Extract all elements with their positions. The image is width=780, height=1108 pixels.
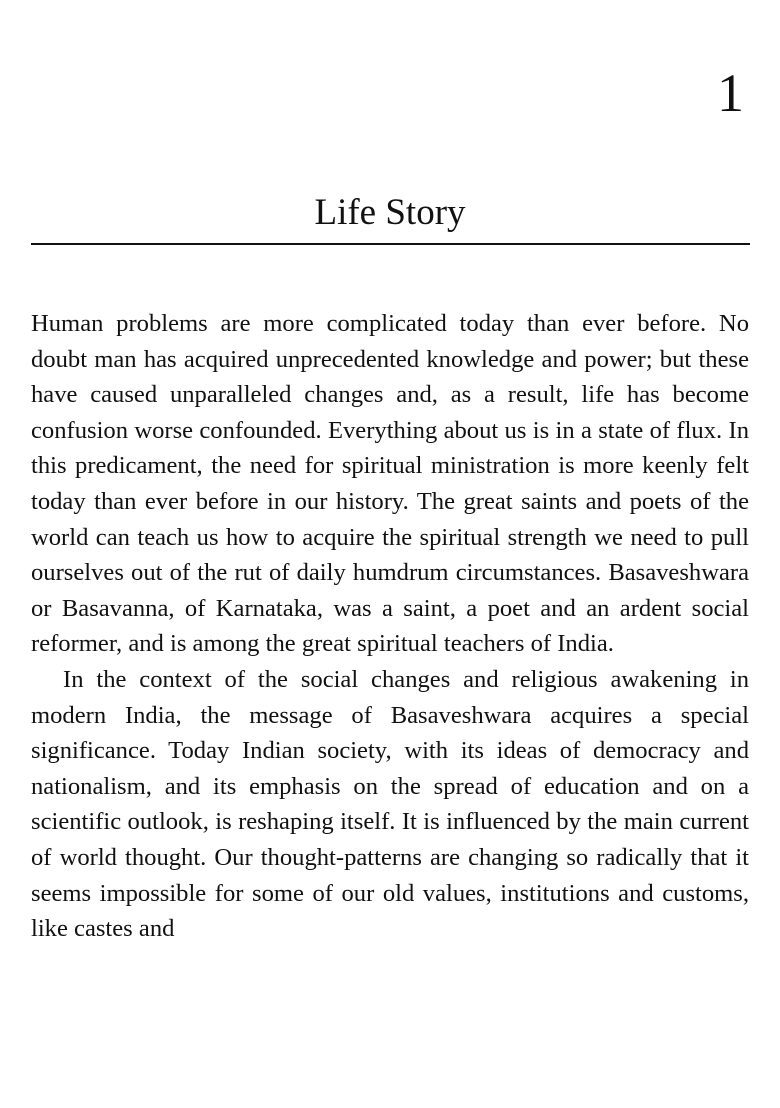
chapter-number: 1 [717, 63, 744, 123]
chapter-title: Life Story [314, 192, 466, 233]
paragraph: Human problems are more complicated today than ever before. No doubt man has acquired unprecedented knowledge and power; but these have caused unparalleled changes and, as a result, life has become confusion worse confounded. Everything about us is in a state of flux. In this predicament, the need for spiritual ministration is more keenly felt today than ever before in our history. The great saints and poets of the world can teach us how to acquire the spiritual strength we need to pull ourselves out of the rut of daily humdrum circumstances. Basaveshwara or Basavanna, of Karnataka, was a saint, a poet and an ardent social reformer, and is among the great spiritual teachers of India. [31, 310, 749, 658]
body-text [31, 306, 749, 947]
title-rule-divider [31, 243, 750, 245]
paragraph: In the context of the social changes and religious awakening in modern India, the message of Basaveshwara acquires a special significance. Today Indian society, with its ideas of democracy and nationalism, and its emphasis on the spread of education and on a scientific outlook, is reshaping itself. It is influenced by the main current of world thought. Our thought-patterns are changing so radically that it seems impossible for some of our old values, institutions and customs, like castes and [31, 665, 749, 943]
